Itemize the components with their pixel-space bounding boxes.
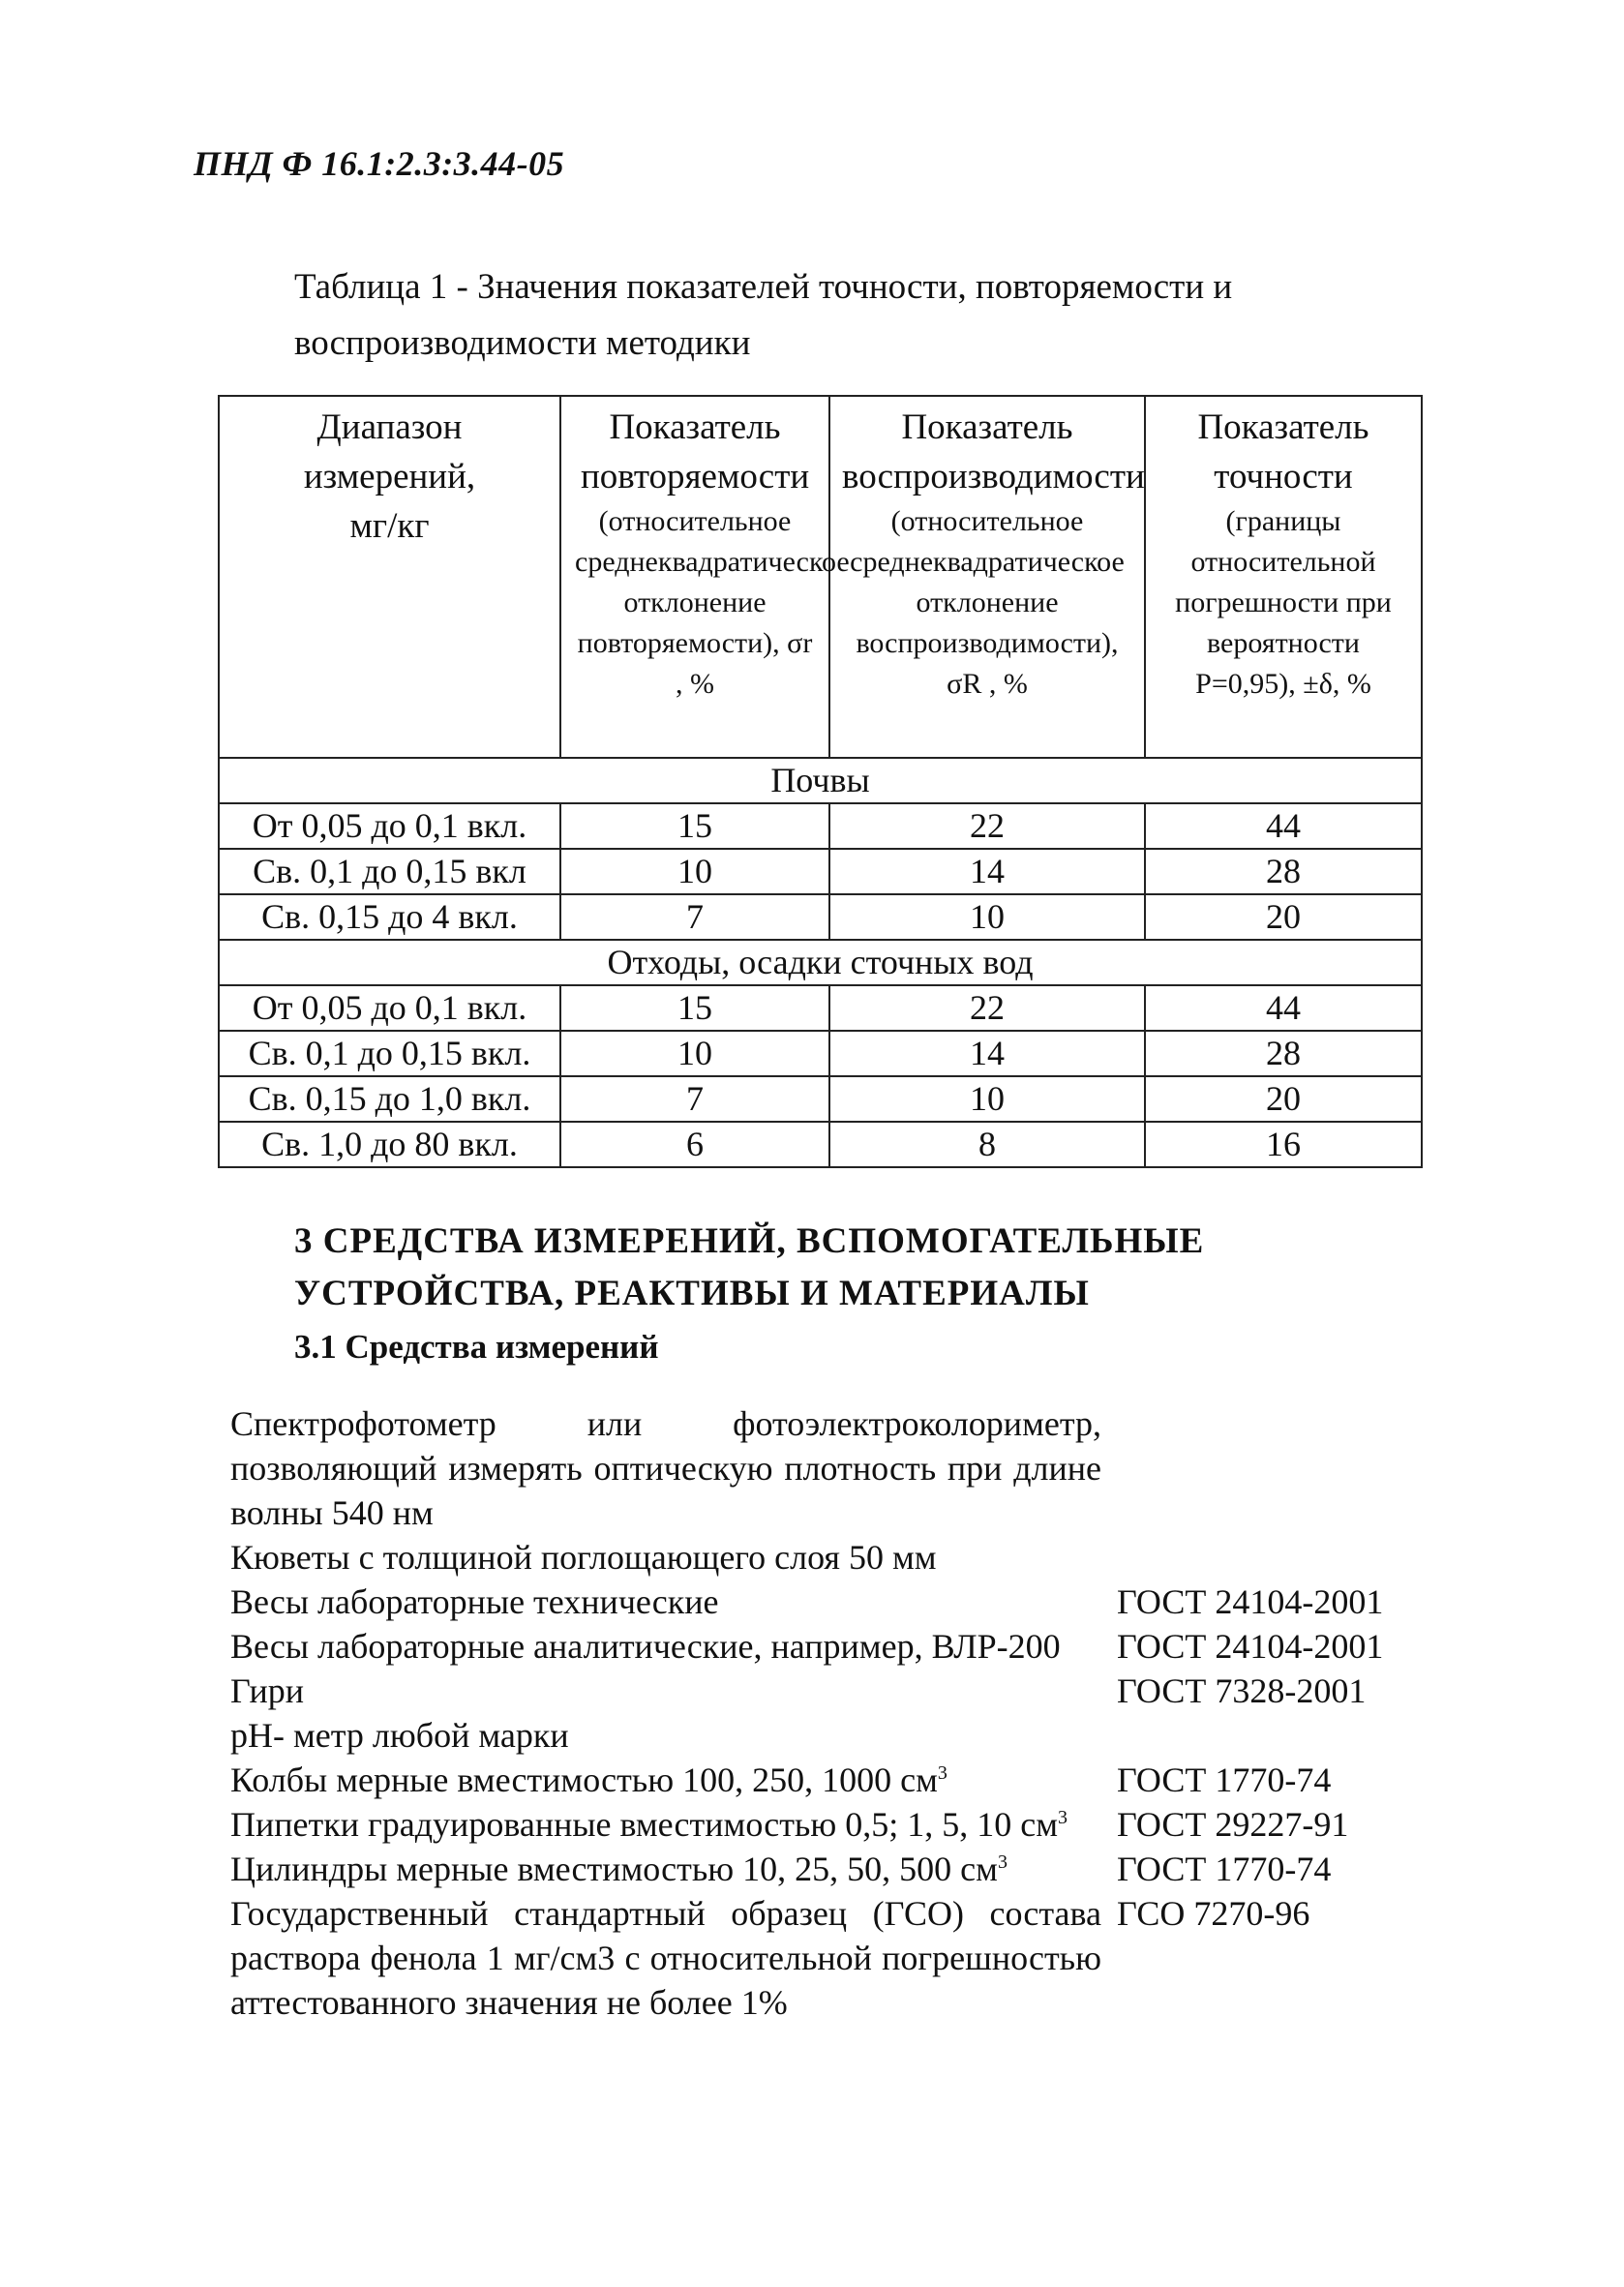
item-standard <box>1101 1401 1427 1535</box>
item-standard: ГОСТ 24104-2001 <box>1117 1582 1384 1621</box>
table-cell: 7 <box>560 894 829 940</box>
table-cell: Св. 0,15 до 4 вкл. <box>219 894 560 940</box>
list-item <box>230 1401 1430 1535</box>
section-title: Почвы <box>219 758 1422 803</box>
header-repeatability-main: Показатель повторяемости <box>581 407 810 497</box>
document-code: ПНД Ф 16.1:2.3:3.44-05 <box>194 144 565 183</box>
item-name <box>230 1669 1101 1713</box>
table-header-row <box>219 396 1422 758</box>
item-name-text: Спектрофотометр или фотоэлектроколориметр, позволяющий измерять оптическую плотность при длине волны 540 нм <box>230 1404 1101 1532</box>
table-cell: 44 <box>1145 985 1422 1031</box>
item-standard: ГОСТ 29227-91 <box>1117 1805 1349 1844</box>
table-cell: От 0,05 до 0,1 вкл. <box>219 803 560 849</box>
list-item <box>230 1713 1430 1758</box>
header-reproducibility-main: Показатель воспроизводимости <box>842 407 1145 497</box>
header-range <box>219 396 560 758</box>
list-item <box>230 1891 1430 2025</box>
table-row <box>219 1076 1422 1122</box>
table-cell: 15 <box>560 803 829 849</box>
table-caption: Таблица 1 - Значения показателей точности, повторяемости и воспроизводимости методики <box>294 267 1233 363</box>
item-standard <box>1101 1713 1427 1758</box>
item-name <box>230 1624 1101 1669</box>
item-name-text: Колбы мерные вместимостью 100, 250, 1000 см <box>230 1760 938 1799</box>
table-cell: 44 <box>1145 803 1422 849</box>
table-cell: 22 <box>829 985 1145 1031</box>
header-accuracy-sub: (границы относительной погрешности при вероятности Р=0,95), ±δ, % <box>1175 505 1392 700</box>
table-cell: 14 <box>829 849 1145 894</box>
item-name-text: рН- метр любой марки <box>230 1716 569 1755</box>
equipment-list <box>230 1401 1430 2025</box>
item-name-text: Государственный стандартный образец (ГСО) состава раствора фенола 1 мг/см3 с относительной погрешностью аттестованного значения не более 1% <box>230 1894 1101 2022</box>
list-item <box>230 1580 1430 1624</box>
table-row <box>219 849 1422 894</box>
item-name <box>230 1891 1101 2025</box>
list-item <box>230 1624 1430 1669</box>
section-row <box>219 940 1422 985</box>
item-standard: ГОСТ 1770-74 <box>1117 1850 1332 1888</box>
table-cell: От 0,05 до 0,1 вкл. <box>219 985 560 1031</box>
header-range-main: Диапазон измерений, мг/кг <box>303 407 476 546</box>
item-name-text: Пипетки градуированные вместимостью 0,5; 1, 5, 10 см <box>230 1805 1058 1844</box>
table-row <box>219 1031 1422 1076</box>
table-cell: Св. 1,0 до 80 вкл. <box>219 1122 560 1167</box>
table-cell: Св. 0,15 до 1,0 вкл. <box>219 1076 560 1122</box>
item-superscript: 3 <box>1058 1807 1068 1828</box>
table-row <box>219 894 1422 940</box>
item-standard <box>1101 1535 1427 1580</box>
table-cell: 15 <box>560 985 829 1031</box>
list-item <box>230 1758 1430 1802</box>
section-heading: 3 СРЕДСТВА ИЗМЕРЕНИЙ, ВСПОМОГАТЕЛЬНЫЕ УСТРОЙСТВА, РЕАКТИВЫ И МАТЕРИАЛЫ <box>294 1221 1205 1313</box>
table-cell: 10 <box>829 894 1145 940</box>
item-name <box>230 1802 1101 1847</box>
table-cell: Св. 0,1 до 0,15 вкл. <box>219 1031 560 1076</box>
item-name-text: Кюветы с толщиной поглощающего слоя 50 мм <box>230 1538 937 1577</box>
table-cell: 28 <box>1145 849 1422 894</box>
table-cell: 16 <box>1145 1122 1422 1167</box>
item-standard: ГСО 7270-96 <box>1117 1894 1310 1933</box>
header-reproducibility-sub: (относительное среднеквадратическое отклонение воспроизводимости), σR , % <box>850 505 1125 700</box>
table-cell: 14 <box>829 1031 1145 1076</box>
header-repeatability <box>560 396 850 758</box>
list-item <box>230 1669 1430 1713</box>
item-name <box>230 1535 1101 1580</box>
section-title: Отходы, осадки сточных вод <box>219 940 1422 985</box>
item-superscript: 3 <box>997 1851 1007 1873</box>
item-name <box>230 1401 1101 1535</box>
item-name <box>230 1580 1101 1624</box>
subsection-heading: 3.1 Средства измерений <box>294 1328 659 1366</box>
list-item <box>230 1847 1430 1891</box>
section-row <box>219 758 1422 803</box>
table-cell: 22 <box>829 803 1145 849</box>
header-repeatability-sub: (относительное среднеквадратическое отклонение повторяемости), σr , % <box>575 505 850 700</box>
header-reproducibility <box>829 396 1145 758</box>
table-cell: 10 <box>829 1076 1145 1122</box>
table-cell: 7 <box>560 1076 829 1122</box>
table-cell: 28 <box>1145 1031 1422 1076</box>
item-name-text: Гири <box>230 1671 304 1710</box>
item-name <box>230 1847 1101 1891</box>
table-cell: 10 <box>560 1031 829 1076</box>
item-name <box>230 1758 1101 1802</box>
item-name-text: Цилиндры мерные вместимостью 10, 25, 50, 500 см <box>230 1850 998 1888</box>
metrics-table <box>218 395 1423 1168</box>
table-cell: 6 <box>560 1122 829 1167</box>
table-cell: 8 <box>829 1122 1145 1167</box>
table-row <box>219 985 1422 1031</box>
table-row <box>219 803 1422 849</box>
item-standard: ГОСТ 24104-2001 <box>1117 1627 1384 1666</box>
item-name <box>230 1713 1101 1758</box>
table-cell: 20 <box>1145 1076 1422 1122</box>
table-cell: 20 <box>1145 894 1422 940</box>
item-standard: ГОСТ 1770-74 <box>1117 1760 1332 1799</box>
item-standard: ГОСТ 7328-2001 <box>1117 1671 1367 1710</box>
table-cell: Св. 0,1 до 0,15 вкл <box>219 849 560 894</box>
item-name-text: Весы лабораторные технические <box>230 1582 719 1621</box>
item-name-text: Весы лабораторные аналитические, например, ВЛР-200 <box>230 1627 1061 1666</box>
table-cell: 10 <box>560 849 829 894</box>
table-row <box>219 1122 1422 1167</box>
item-superscript: 3 <box>937 1762 947 1784</box>
list-item <box>230 1802 1430 1847</box>
list-item <box>230 1535 1430 1580</box>
header-accuracy <box>1145 396 1422 758</box>
header-accuracy-main: Показатель точности <box>1197 407 1369 497</box>
